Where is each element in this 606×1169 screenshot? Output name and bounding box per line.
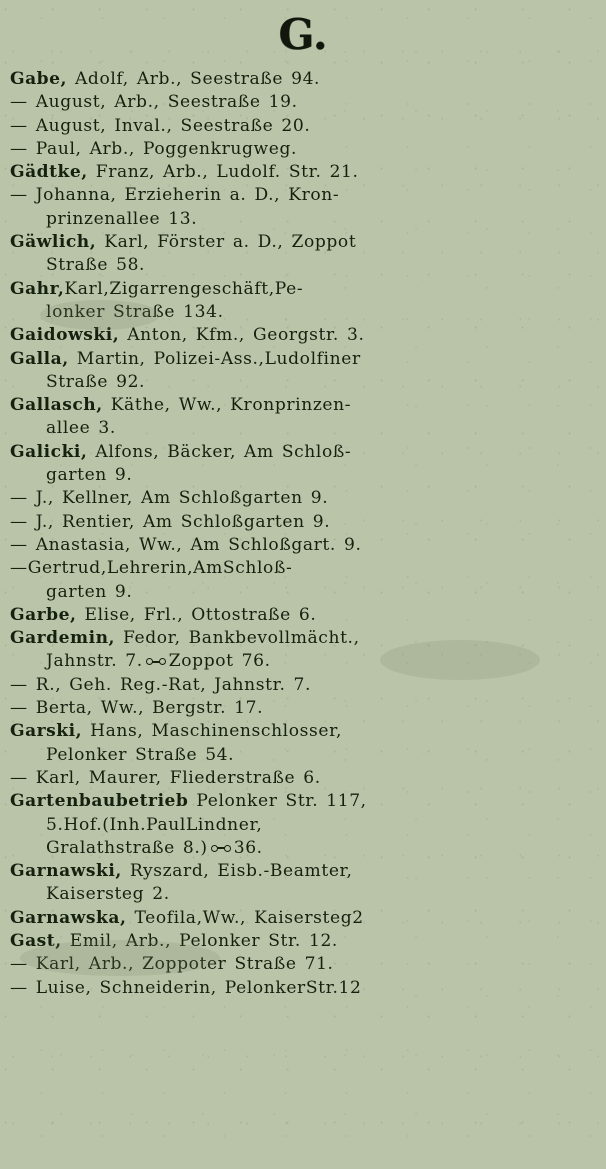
directory-entry <box>10 394 598 441</box>
entry-line <box>10 208 598 231</box>
entry-list <box>0 68 606 1000</box>
entry-word: Schloß- <box>222 558 293 579</box>
entry-line <box>10 371 598 394</box>
directory-entry <box>10 627 598 720</box>
entry-details: Elise, Frl., Ottostraße 6. <box>76 604 317 625</box>
entry-surname: Gardemin, <box>10 628 115 649</box>
entry-line <box>10 184 598 207</box>
entry-line <box>10 650 598 673</box>
directory-entry <box>10 231 598 278</box>
telephone-number: Zoppot 76. <box>168 651 271 672</box>
entry-details: Fedor, Bankbevollmächt., <box>114 628 360 649</box>
entry-details: Kaisersteg 2. <box>46 884 170 905</box>
entry-surname: Gartenbaubetrieb <box>10 791 189 812</box>
entry-details: — August, Inval., Seestraße 20. <box>10 115 311 136</box>
directory-entry <box>10 348 598 395</box>
entry-word: 5. <box>46 814 64 835</box>
entry-line <box>10 68 598 91</box>
directory-entry <box>10 324 598 347</box>
entry-details: — Karl, Maurer, Fliederstraße 6. <box>10 767 321 788</box>
entry-word: Lehrerin, <box>106 558 194 579</box>
entry-details: — August, Arb., Seestraße 19. <box>10 92 298 113</box>
directory-entry <box>10 790 598 860</box>
entry-details: Käthe, Ww., Kronprinzen- <box>102 395 352 416</box>
entry-surname: Gast, <box>10 930 62 951</box>
entry-line <box>10 511 598 534</box>
entry-surname: Galicki, <box>10 441 88 462</box>
directory-entry <box>10 860 598 907</box>
entry-line <box>10 837 598 860</box>
entry-surname: Garnawska, <box>10 907 127 928</box>
entry-details: Teofila,Ww., Kaisersteg2 <box>126 907 364 928</box>
entry-details: Franz, Arb., Ludolf. Str. 21. <box>87 162 359 183</box>
entry-line <box>10 930 598 953</box>
entry-line <box>10 604 598 627</box>
entry-details: lonker Straße 134. <box>46 301 224 322</box>
entry-line <box>10 394 598 417</box>
entry-details: allee 3. <box>46 418 116 439</box>
entry-line <box>10 278 598 301</box>
entry-line <box>10 907 598 930</box>
entry-line <box>10 464 598 487</box>
directory-entry <box>10 441 598 604</box>
entry-line <box>10 720 598 743</box>
entry-surname: Gäwlich, <box>10 232 97 253</box>
entry-line <box>10 231 598 254</box>
entry-surname: Galla, <box>10 348 69 369</box>
entry-surname: Gabe, <box>10 69 67 89</box>
entry-line <box>10 744 598 767</box>
entry-line <box>10 441 598 464</box>
entry-line <box>10 534 598 557</box>
entry-word: — <box>10 558 28 579</box>
entry-surname: Garski, <box>10 721 83 742</box>
entry-line <box>10 324 598 347</box>
entry-word: (Inh. <box>102 814 147 835</box>
entry-details: — J., Kellner, Am Schloßgarten 9. <box>10 488 329 509</box>
entry-details: Hans, Maschinenschlosser, <box>82 721 343 742</box>
entry-line <box>10 487 598 510</box>
directory-entry <box>10 161 598 231</box>
entry-line <box>10 557 598 580</box>
entry-line <box>10 674 598 697</box>
entry-details: — Karl, Arb., Zoppoter Straße 71. <box>10 954 334 975</box>
telephone-number: 36. <box>233 837 263 858</box>
entry-line <box>10 790 598 813</box>
entry-details: — Johanna, Erzieherin a. D., Kron- <box>10 185 340 206</box>
entry-word: Lindner, <box>185 814 263 835</box>
entry-word: Karl, <box>64 278 110 299</box>
entry-details: Straße 58. <box>46 255 146 276</box>
directory-entry <box>10 278 598 325</box>
entry-line <box>10 860 598 883</box>
entry-details: Adolf, Arb., Seestraße 94. <box>66 69 321 89</box>
entry-details: Alfons, Bäcker, Am Schloß- <box>87 441 352 462</box>
entry-line <box>10 417 598 440</box>
directory-entry <box>10 604 598 627</box>
entry-details: Straße 92. <box>46 371 146 392</box>
entry-details: Gralathstraße 8.) <box>46 837 208 858</box>
entry-line <box>10 814 598 837</box>
entry-surname: Garbe, <box>10 604 77 625</box>
entry-details: — R., Geh. Reg.-Rat, Jahnstr. 7. <box>10 674 312 695</box>
entry-surname: Gahr, <box>10 278 65 299</box>
entry-word: Gertrud, <box>27 558 107 579</box>
directory-entry <box>10 720 598 790</box>
entry-word: Hof. <box>63 814 103 835</box>
entry-details: Jahnstr. 7. <box>46 651 143 672</box>
entry-details: garten 9. <box>46 581 133 602</box>
telephone-icon <box>146 657 166 666</box>
entry-surname: Gädtke, <box>10 162 88 183</box>
entry-line <box>10 161 598 184</box>
letter-heading: G. <box>278 10 328 59</box>
entry-line <box>10 348 598 371</box>
directory-entry <box>10 907 598 930</box>
entry-line <box>10 697 598 720</box>
entry-line <box>10 767 598 790</box>
entry-surname: Gaidowski, <box>10 325 120 346</box>
entry-line <box>10 977 598 1000</box>
entry-details: prinzenallee 13. <box>46 208 198 229</box>
entry-details: Emil, Arb., Pelonker Str. 12. <box>61 930 338 951</box>
entry-details: — Berta, Ww., Bergstr. 17. <box>10 698 264 719</box>
entry-surname: Gallasch, <box>10 395 103 416</box>
entry-word: Pe- <box>274 278 304 299</box>
entry-details: — Luise, Schneiderin, PelonkerStr.12 <box>10 977 362 998</box>
entry-word: Paul <box>146 814 186 835</box>
entry-details: Pelonker Str. 117, <box>188 791 367 812</box>
entry-line <box>10 953 598 976</box>
entry-details: Martin, Polizei-Ass.,Ludolfiner <box>68 348 361 369</box>
directory-entry <box>10 930 598 1000</box>
entry-line <box>10 115 598 138</box>
entry-word: Am <box>193 558 223 579</box>
entry-line <box>10 138 598 161</box>
entry-line <box>10 627 598 650</box>
entry-surname: Garnawski, <box>10 861 122 882</box>
entry-details: Anton, Kfm., Georgstr. 3. <box>119 325 365 346</box>
entry-details: Pelonker Straße 54. <box>46 744 235 765</box>
entry-details: Ryszard, Eisb.-Beamter, <box>121 861 353 882</box>
entry-details: garten 9. <box>46 465 133 486</box>
entry-word: Zigarrengeschäft, <box>109 278 275 299</box>
telephone-icon <box>211 844 231 853</box>
directory-entry <box>10 68 598 161</box>
entry-line <box>10 883 598 906</box>
entry-details: Karl, Förster a. D., Zoppot <box>96 232 357 253</box>
entry-details: — Paul, Arb., Poggenkrugweg. <box>10 138 298 159</box>
entry-line <box>10 301 598 324</box>
entry-details: — J., Rentier, Am Schloßgarten 9. <box>10 511 331 532</box>
entry-line <box>10 91 598 114</box>
entry-line <box>10 254 598 277</box>
entry-line <box>10 581 598 604</box>
entry-details: — Anastasia, Ww., Am Schloßgart. 9. <box>10 534 362 555</box>
